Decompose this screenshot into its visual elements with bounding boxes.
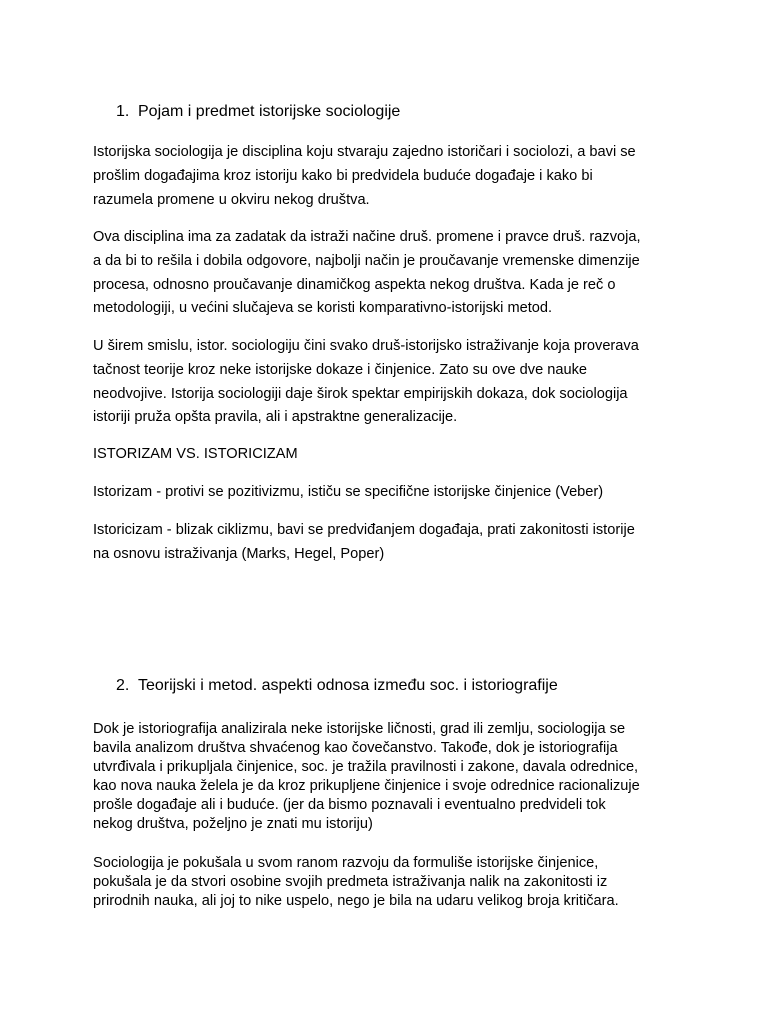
text-line: Istorijska sociologija je disciplina koju stvaraju zajedno istoričari i sociolozi, a bavi se bbox=[93, 144, 636, 160]
text-line: a da bi to rešila i dobila odgovore, najbolji način je proučavanje vremenske dimenzije bbox=[93, 252, 640, 269]
paragraph bbox=[93, 141, 693, 212]
text-line: Dok je istoriografija analizirala neke istorijske ličnosti, grad ili zemlju, sociologija se bbox=[93, 721, 626, 737]
text-line: neodvojive. Istorija sociologiji daje širok spektar empirijskih dokaza, dok sociologija bbox=[93, 385, 628, 402]
text-line: prošlim događajima kroz istoriju kako bi predvidela buduće događaje i kako bi bbox=[93, 167, 593, 184]
text-line: pokušala je da stvori osobine svojih predmeta istraživanja nalik na zakonitosti iz bbox=[93, 874, 608, 890]
section-number: 2. bbox=[116, 677, 130, 694]
text-line: Istorizam - protivi se pozitivizmu, ističu se specifične istorijske činjenice (Veber) bbox=[93, 484, 604, 500]
text-line: ISTORIZAM VS. ISTORICIZAM bbox=[93, 446, 298, 462]
text-line: prirodnih nauka, ali joj to nike uspelo, nego je bila na udaru velikog broja kritičara. bbox=[93, 893, 619, 909]
text-line: metodologiji, u većini slučajeva se koristi komparativno-istorijski metod. bbox=[93, 300, 553, 317]
text-line: procesa, odnosno proučavanje dinamičkog aspekta nekog društva. Kada je reč o bbox=[93, 276, 616, 293]
text-line: tačnost teorije kroz neke istorijske dokaze i činjenice. Zato su ove dve nauke bbox=[93, 361, 588, 378]
section-heading bbox=[116, 676, 558, 696]
text-line: razumela promene u okviru nekog društva. bbox=[93, 191, 370, 208]
text-line: nekog društva, poželjno je znati mu istoriju) bbox=[93, 816, 373, 832]
paragraph bbox=[93, 519, 693, 567]
section-number: 1. bbox=[116, 103, 130, 120]
text-line: na osnovu istraživanja (Marks, Hegel, Poper) bbox=[93, 545, 385, 562]
text-line: bavila analizom društva shvaćenog kao čovečanstvo. Takođe, dok je istoriografija bbox=[93, 740, 618, 756]
paragraph bbox=[93, 720, 693, 834]
text-line: Sociologija je pokušala u svom ranom razvoju da formuliše istorijske činjenice, bbox=[93, 855, 599, 871]
text-line: prošle događaje ali i buduće. (jer da bismo poznavali i eventualno predvideli tok bbox=[93, 797, 606, 813]
paragraph bbox=[93, 481, 693, 505]
paragraph bbox=[93, 854, 693, 911]
text-line: Istoricizam - blizak ciklizmu, bavi se predviđanjem događaja, prati zakonitosti istorije bbox=[93, 522, 635, 538]
text-line: istoriji pruža opšta pravila, ali i apstraktne generalizacije. bbox=[93, 409, 458, 426]
paragraph bbox=[93, 335, 693, 430]
section-title: Teorijski i metod. aspekti odnosa između soc. i istoriografije bbox=[138, 677, 558, 694]
text-line: utvrđivala i prikupljala činjenice, soc. je tražila pravilnosti i zakone, davala odrednice, bbox=[93, 759, 639, 775]
text-line: Ova disciplina ima za zadatak da istraži načine druš. promene i pravce druš. razvoja, bbox=[93, 229, 641, 245]
paragraph bbox=[93, 443, 693, 467]
section-heading bbox=[116, 102, 400, 122]
text-line: kao nova nauka želela je da kroz prikupljene činjenice i svoje odrednice racionalizuje bbox=[93, 778, 640, 794]
text-line: U širem smislu, istor. sociologiju čini svako druš-istorijsko istraživanje koja proverava bbox=[93, 338, 639, 354]
section-title: Pojam i predmet istorijske sociologije bbox=[138, 103, 401, 120]
paragraph bbox=[93, 226, 693, 321]
